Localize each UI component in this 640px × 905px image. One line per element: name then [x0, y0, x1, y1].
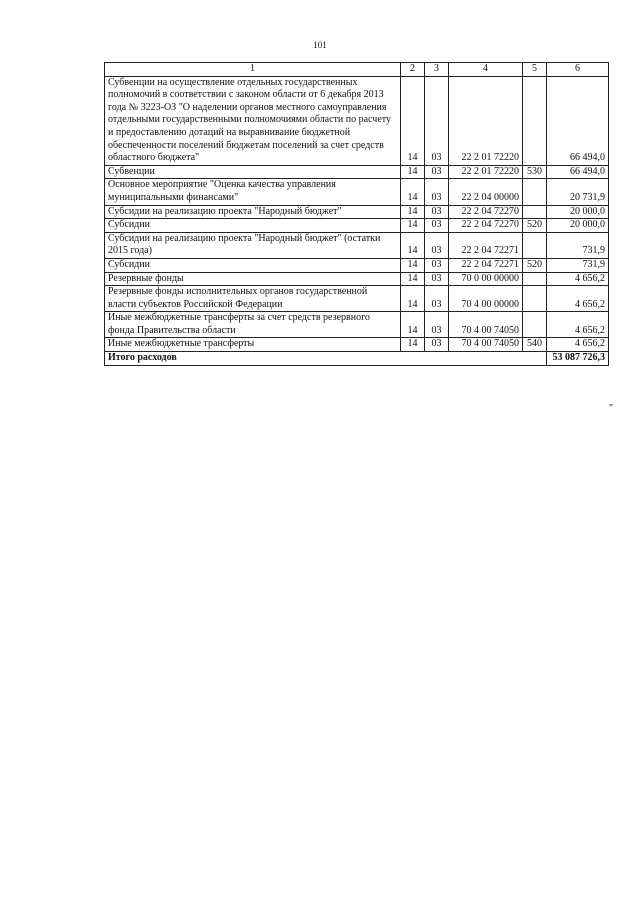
table-header-row: [105, 63, 609, 77]
table-row: [105, 179, 609, 205]
cell-vr: [523, 286, 547, 312]
header-cell: 4: [449, 63, 523, 77]
table-row: [105, 272, 609, 286]
cell-vr: 530: [523, 165, 547, 179]
cell-vr: 520: [523, 258, 547, 272]
header-cell: 3: [425, 63, 449, 77]
cell-name: Субвенции на осуществление отдельных государственных полномочий в соответствии с законом области от 6 декабря 2013 года № 3223-ОЗ "О наделении органов местного самоуправления отдельными государственными полномочиями области по расчету и предоставлению дотаций на выравнивание бюджетной обеспеченности поселений бюджетам поселений за счет средств областного бюджета": [105, 76, 401, 165]
cell-name: Субсидии на реализацию проекта "Народный бюджет": [105, 205, 401, 219]
cell-sum: 20 000,0: [547, 205, 609, 219]
cell-rz: 14: [401, 312, 425, 338]
cell-sum: 20 731,9: [547, 179, 609, 205]
table-row: [105, 312, 609, 338]
cell-rz: 14: [401, 232, 425, 258]
page-number: 101: [313, 40, 327, 50]
cell-vr: 540: [523, 338, 547, 352]
cell-sum: 20 000,0: [547, 219, 609, 233]
cell-csr: 22 2 04 72271: [449, 258, 523, 272]
cell-csr: 22 2 04 72271: [449, 232, 523, 258]
table-row: [105, 205, 609, 219]
total-sum: 53 087 726,3: [547, 352, 609, 366]
cell-csr: 22 2 04 72270: [449, 219, 523, 233]
cell-rz: 14: [401, 219, 425, 233]
cell-pr: 03: [425, 338, 449, 352]
cell-name: Резервные фонды исполнительных органов государственной власти субъектов Российской Федерации: [105, 286, 401, 312]
cell-csr: 22 2 04 72270: [449, 205, 523, 219]
cell-sum: 731,9: [547, 258, 609, 272]
cell-vr: [523, 272, 547, 286]
total-row: [105, 352, 609, 366]
cell-name: Иные межбюджетные трансферты за счет средств резервного фонда Правительства области: [105, 312, 401, 338]
cell-rz: 14: [401, 338, 425, 352]
cell-sum: 4 656,2: [547, 312, 609, 338]
table-row: [105, 76, 609, 165]
cell-csr: 70 4 00 74050: [449, 312, 523, 338]
table-row: [105, 286, 609, 312]
cell-pr: 03: [425, 232, 449, 258]
cell-vr: [523, 179, 547, 205]
budget-table: [104, 62, 609, 366]
cell-sum: 66 494,0: [547, 76, 609, 165]
cell-csr: 22 2 04 00000: [449, 179, 523, 205]
cell-sum: 4 656,2: [547, 272, 609, 286]
cell-csr: 70 4 00 74050: [449, 338, 523, 352]
cell-name: Субсидии: [105, 219, 401, 233]
cell-pr: 03: [425, 219, 449, 233]
cell-pr: 03: [425, 272, 449, 286]
cell-rz: 14: [401, 272, 425, 286]
cell-rz: 14: [401, 76, 425, 165]
cell-pr: 03: [425, 312, 449, 338]
cell-name: Субвенции: [105, 165, 401, 179]
cell-rz: 14: [401, 205, 425, 219]
table-row: [105, 232, 609, 258]
cell-sum: 4 656,2: [547, 286, 609, 312]
cell-csr: 22 2 01 72220: [449, 76, 523, 165]
cell-rz: 14: [401, 165, 425, 179]
header-cell: 5: [523, 63, 547, 77]
cell-vr: [523, 205, 547, 219]
cell-pr: 03: [425, 258, 449, 272]
table-row: [105, 258, 609, 272]
cell-vr: [523, 76, 547, 165]
total-label: Итого расходов: [105, 352, 547, 366]
cell-name: Субсидии на реализацию проекта "Народный бюджет" (остатки 2015 года): [105, 232, 401, 258]
header-cell: 2: [401, 63, 425, 77]
closing-quote: ": [609, 403, 614, 414]
cell-vr: [523, 232, 547, 258]
cell-name: Иные межбюджетные трансферты: [105, 338, 401, 352]
cell-pr: 03: [425, 179, 449, 205]
cell-name: Субсидии: [105, 258, 401, 272]
table-row: [105, 338, 609, 352]
table-row: [105, 219, 609, 233]
cell-rz: 14: [401, 286, 425, 312]
cell-name: Основное мероприятие "Оценка качества управления муниципальными финансами": [105, 179, 401, 205]
header-cell: 6: [547, 63, 609, 77]
cell-sum: 4 656,2: [547, 338, 609, 352]
cell-vr: 520: [523, 219, 547, 233]
cell-rz: 14: [401, 179, 425, 205]
cell-csr: 70 0 00 00000: [449, 272, 523, 286]
cell-pr: 03: [425, 205, 449, 219]
cell-sum: 731,9: [547, 232, 609, 258]
cell-pr: 03: [425, 286, 449, 312]
cell-name: Резервные фонды: [105, 272, 401, 286]
cell-csr: 22 2 01 72220: [449, 165, 523, 179]
cell-rz: 14: [401, 258, 425, 272]
cell-csr: 70 4 00 00000: [449, 286, 523, 312]
header-cell: 1: [105, 63, 401, 77]
table-row: [105, 165, 609, 179]
cell-vr: [523, 312, 547, 338]
cell-sum: 66 494,0: [547, 165, 609, 179]
cell-pr: 03: [425, 165, 449, 179]
cell-pr: 03: [425, 76, 449, 165]
